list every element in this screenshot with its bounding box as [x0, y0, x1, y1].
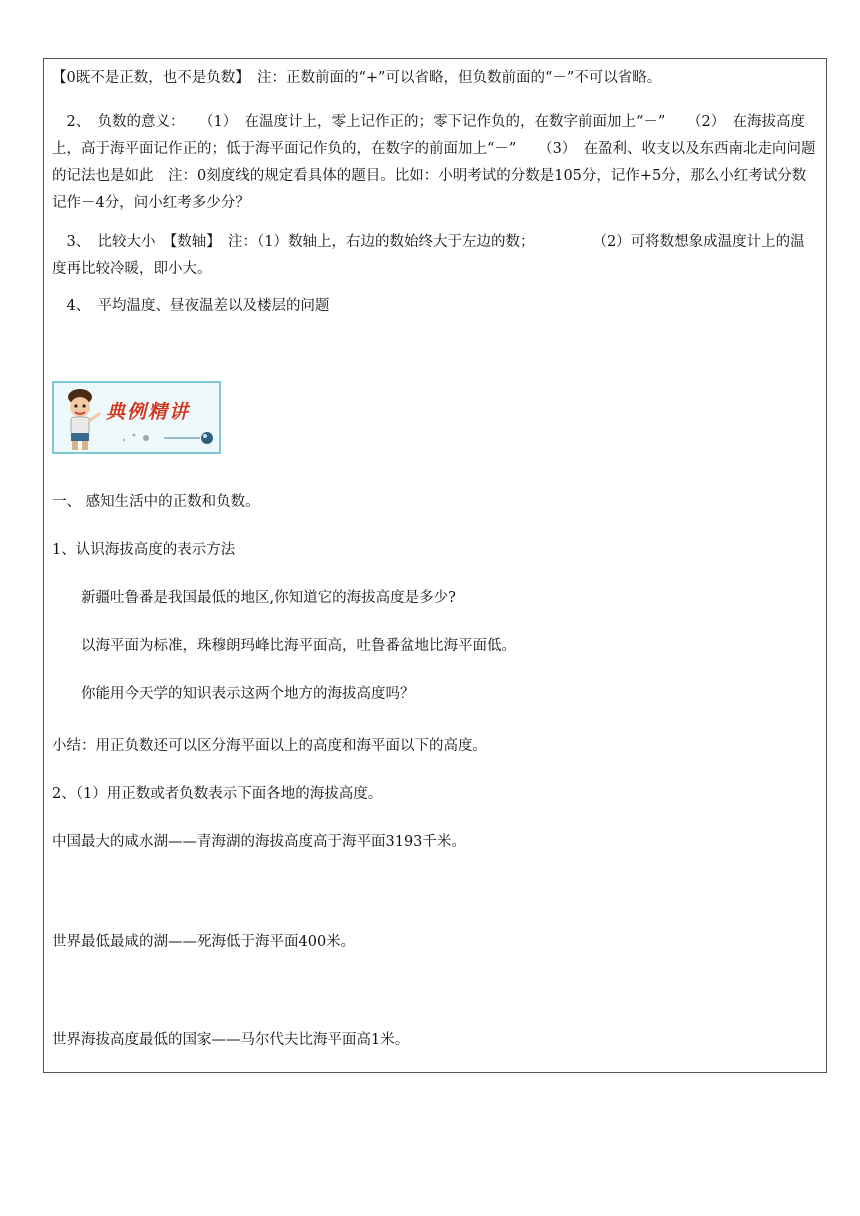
example-badge	[52, 381, 221, 454]
summary: 小结：用正负数还可以区分海平面以上的高度和海平面以下的高度。	[52, 738, 487, 754]
negative-meaning-item: 2、 负数的意义： （1） 在温度计上，零上记作正的；零下记作负的，在数字前面加上“－” （2） 在海拔高度上，高于海平面记作正的；低于海平面记作负的，在数字的前面加上“－” （3） 在盈利、收支以及东西南北走向问题的记法也是如此 注：0刻度线的规定看具体的题目。比如：小明考试的分数是105分，记作+5分，那么小红考试分数记作－4分，问小红考多少分？	[52, 114, 816, 211]
content-table-cell	[43, 58, 827, 1073]
question-2-title: 2、（1）用正数或者负数表示下面各地的海拔高度。	[52, 786, 383, 802]
question-2-item-c: 世界海拔高度最低的国家——马尔代夫比海平面高1米。	[52, 1032, 410, 1048]
question-1-title: 1、认识海拔高度的表示方法	[52, 542, 236, 558]
question-2-item-a: 中国最大的咸水湖——青海湖的海拔高度高于海平面3193千米。	[52, 834, 466, 850]
question-1-line-3: 你能用今天学的知识表示这两个地方的海拔高度吗？	[52, 686, 415, 702]
question-2-item-b: 世界最低最咸的湖——死海低于海平面400米。	[52, 934, 356, 950]
badge-title: 典例精讲	[106, 401, 191, 423]
question-1-line-2: 以海平面为标准，珠穆朗玛峰比海平面高，吐鲁番盆地比海平面低。	[52, 638, 516, 654]
temperature-problems-item: 4、 平均温度、昼夜温差以及楼层的问题	[52, 298, 330, 314]
examples-heading: 一、 感知生活中的正数和负数。	[52, 494, 260, 510]
question-1-line-1: 新疆吐鲁番是我国最低的地区,你知道它的海拔高度是多少?	[52, 590, 456, 606]
rule-zero: 【0既不是正数，也不是负数】 注：正数前面的“+”可以省略，但负数前面的“－”不可以省略。	[52, 70, 662, 86]
compare-size-item: 3、 比较大小 【数轴】 注：（1）数轴上，右边的数始终大于左边的数； （2）可将数想象成温度计上的温度再比较冷暖，即小大。	[52, 234, 805, 277]
